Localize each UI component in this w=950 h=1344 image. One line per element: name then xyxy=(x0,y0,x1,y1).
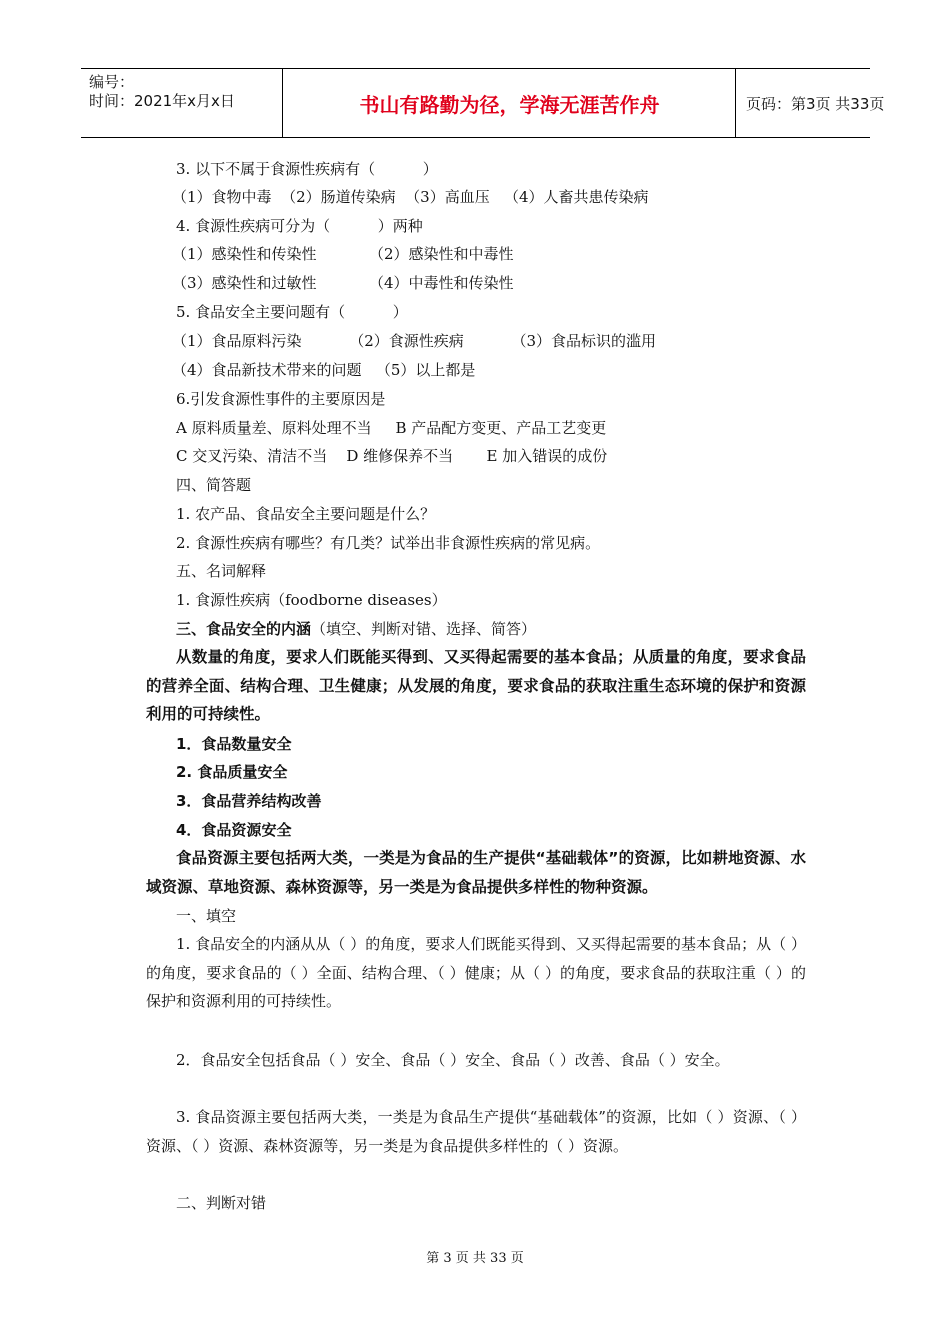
section-3-title: 三、食品安全的内涵 xyxy=(176,620,312,638)
section-3-heading xyxy=(176,619,536,639)
question-4-options-b: （3）感染性和过敏性 （4）中毒性和传染性 xyxy=(172,274,514,292)
section-5-title: 五、名词解释 xyxy=(176,562,267,580)
fill-question-2: 2．食品安全包括食品（ ）安全、食品（ ）安全、食品（ ）改善、食品（ ）安全。 xyxy=(176,1051,730,1069)
section-3-note: （填空、判断对错、选择、简答） xyxy=(311,620,537,638)
section-4-title: 四、简答题 xyxy=(176,476,252,494)
short-answer-2: 2. 食源性疾病有哪些？有几类？试举出非食源性疾病的常见病。 xyxy=(176,534,601,552)
time-label: 时间：2021年x月x日 xyxy=(89,92,235,110)
content-item-2: 2. 食品质量安全 xyxy=(176,763,288,781)
question-5-options-b: （4）食品新技术带来的问题 （5）以上都是 xyxy=(172,361,476,379)
short-answer-1: 1. 农产品、食品安全主要问题是什么？ xyxy=(176,505,436,523)
header-meta xyxy=(81,69,283,137)
term-1: 1. 食源性疾病（foodborne diseases） xyxy=(176,591,447,609)
food-resources-paragraph: 食品资源主要包括两大类，一类是为食品的生产提供“基础载体”的资源，比如耕地资源、水域资源、草地资源、森林资源等，另一类是为食品提供多样性的物种资源。 xyxy=(146,849,806,896)
content-item-1: 1．食品数量安全 xyxy=(176,735,292,753)
section-3-definition: 从数量的角度，要求人们既能买得到、又买得起需要的基本食品；从质量的角度，要求食品的营养全面、结构合理、卫生健康；从发展的角度，要求食品的获取注重生态环境的保护和资源利用的可持续性。 xyxy=(146,648,806,724)
question-4-options-a: （1）感染性和传染性 （2）感染性和中毒性 xyxy=(172,245,514,263)
question-6: 6.引发食源性事件的主要原因是 xyxy=(176,390,386,408)
fill-question-3: 3. 食品资源主要包括两大类，一类是为食品生产提供“基础载体”的资源，比如（ ）资源、（ ）资源、（ ）资源、森林资源等，另一类是为食品提供多样性的（ ）资源。 xyxy=(146,1108,806,1155)
content-item-3: 3．食品营养结构改善 xyxy=(176,792,322,810)
question-5: 5. 食品安全主要问题有（ ） xyxy=(176,303,408,321)
question-5-options-a: （1）食品原料污染 （2）食源性疾病 （3）食品标识的滥用 xyxy=(172,332,656,350)
number-label: 编号： xyxy=(89,73,135,91)
page-header xyxy=(81,68,885,138)
question-6-options-b: C 交叉污染、清洁不当 D 维修保养不当 E 加入错误的成份 xyxy=(176,447,608,465)
judge-section-title: 二、判断对错 xyxy=(176,1194,267,1212)
question-3: 3. 以下不属于食源性疾病有（ ） xyxy=(176,160,438,178)
fill-section-title: 一、填空 xyxy=(176,907,237,925)
question-3-options: （1）食物中毒 （2）肠道传染病 （3）高血压 （4）人畜共患传染病 xyxy=(172,188,649,206)
question-4: 4. 食源性疾病可分为（ ）两种 xyxy=(176,217,423,235)
content-item-4: 4．食品资源安全 xyxy=(176,821,292,839)
fill-question-1: 1. 食品安全的内涵从从（ ）的角度，要求人们既能买得到、又买得起需要的基本食品；从（ ）的角度，要求食品的（ ）全面、结构合理、（ ）健康；从（ ）的角度，要求食品的获取注重（ ）的保护和资源利用的可持续性。 xyxy=(146,935,806,1011)
question-6-options-a: A 原料质量差、原料处理不当 B 产品配方变更、产品工艺变更 xyxy=(176,419,607,437)
page-footer: 第 3 页 共 33 页 xyxy=(426,1251,524,1266)
header-page-info: 页码：第3页 共33页 xyxy=(746,94,885,113)
header-motto: 书山有路勤为径，学海无涯苦作舟 xyxy=(284,69,736,137)
